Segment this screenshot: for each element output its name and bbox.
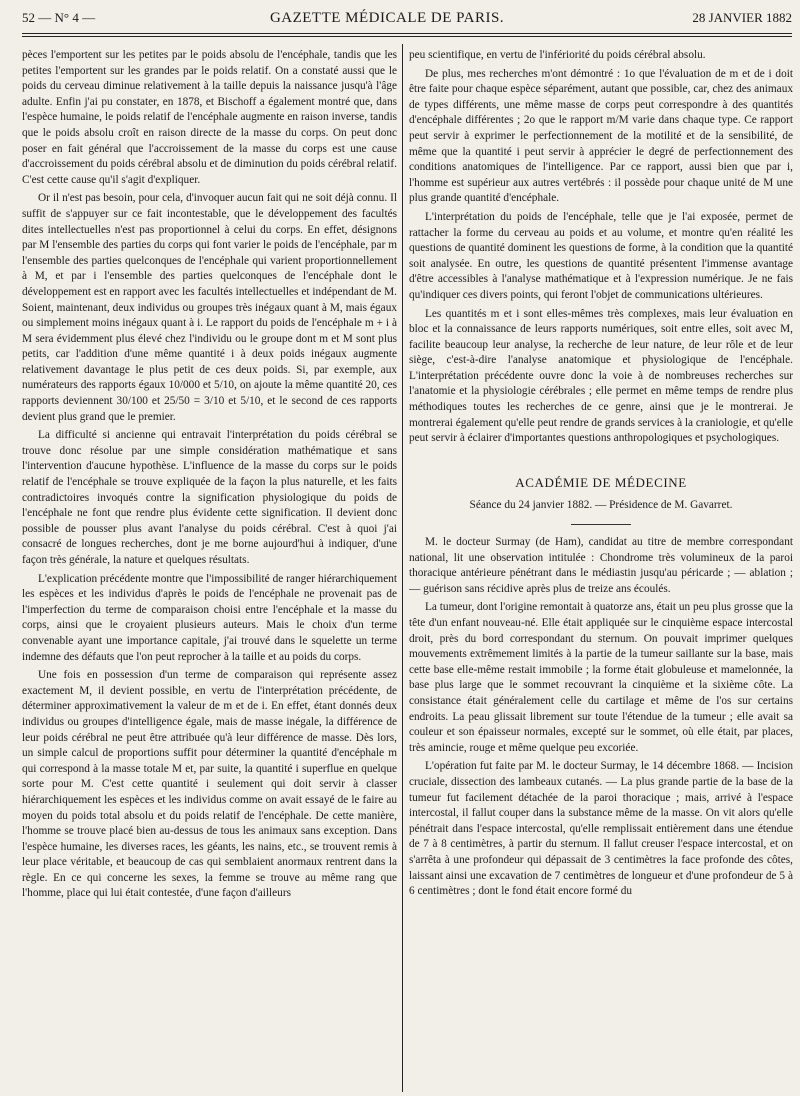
- left-column: [22, 48, 397, 1092]
- paragraph: Les quantités m et i sont elles-mêmes très complexes, mais leur évaluation en bloc et la connaissance de leurs rapports numériques, soit entre elles, soit avec M, facilite beaucoup leur analyse, la recherche de leur nature, de leur rôle et de leur siège, c'est-à-dire l'analyse anatomique et physiologique de l'encéphale. L'interprétation précédente ouvre donc la voie à de nombreuses recherches sur l'anatomie et la physiologie cérébrales ; elle permet en même temps de rendre plus méthodiques toutes les recherches de ce genre, ainsi que je le montrerai. Je montrerai également qu'elle peut rendre de grands services à la craniologie, et qu'elle peut servir à éclairer d'importantes questions anthropologiques et psychologiques.: [409, 307, 793, 445]
- issue-date: 28 JANVIER 1882: [692, 10, 792, 25]
- paragraph: La difficulté si ancienne qui entravait l'interprétation du poids cérébral se trouve donc résolue par une simple considération mathématique et sans l'intervention d'aucune hypothèse. L'influence de la masse du corps sur le poids relatif de l'encéphale se trouve expliquée de la façon la plus naturelle, et les faits contradictoires invoqués contre la signification physiologique du poids de l'encéphale ne font que rendre plus évidente cette signification. Il devient donc possible de pousser plus avant l'analyse du poids cérébral. C'est à quoi j'ai consacré de longues recherches, dont je me borne aujourd'hui à indiquer, d'une façon très générale, la nature et quelques résultats.: [22, 429, 397, 566]
- session-info: Séance du 24 janvier 1882. — Présidence de M. Gavarret.: [469, 499, 733, 512]
- paragraph: Or il n'est pas besoin, pour cela, d'invoquer aucun fait qui ne soit déjà connu. Il suffit de s'appuyer sur ce fait incontestable, que le développement des facultés dites intellectuelles n'est pas proportionnel à celui du corps. En effet, désignons par M l'ensemble des parties du corps qui font varier le poids de l'encéphale, par m l'ensemble des parties quelconques de l'encéphale qui varient proportionnellement à M, et par i l'ensemble des parties quelconques de l'encéphale dont le développement est en rapport avec les facultés intellectuelles et indépendant de M. Soient, maintenant, deux individus ou groupes très inégaux quant à M, mais égaux ou simplement moins inégaux quant à i. Le rapport du poids de l'encéphale m + i à M sera évidemment plus élevé chez l'individu ou le groupe dont m et M sont plus petits, car l'addition d'une même quantité i à deux poids inégaux augmente relativement davantage le plus petit de ces deux poids. Si, par exemple, aux numérateurs des rapports égaux 10/000 et 5/10, on ajoute la même quantité 20, ces rapports deviennent 30/100 et 25/50 = 3/10 et 5/10, et le second de ces rapports devient plus grand que le premier.: [22, 192, 397, 423]
- section-heading: ACADÉMIE DE MÉDECINE: [515, 474, 687, 490]
- paragraph: La tumeur, dont l'origine remontait à quatorze ans, était un peu plus grosse que la tête d'un enfant nouveau-né. Elle était appliquée sur le cinquième espace intercostal droit, près du bord correspondant du sternum. On pouvait imprimer quelques mouvements extrêmement limités à la partie de la tumeur saillante sur la base, mais cette base elle-même restait immobile ; la forme était globuleuse et mamelonnée, la base plus large que le sommet recouvrant la cinquième et la sixième côte. La consistance était généralement celle du cartilage et même de l'os sur certains endroits. La peau glissait librement sur toute l'étendue de la tumeur ; elle avait sa couleur et son épaisseur normales, excepté sur le sommet, où elle était, par places, très amincie, rouge et même quelque peu excoriée.: [409, 601, 793, 754]
- paragraph: L'interprétation du poids de l'encéphale, telle que je l'ai exposée, permet de rattacher la forme du cerveau au poids et au volume, et montre qu'en réalité les questions de quantité dominent les questions de forme, à la condition que la quantité soit analysée. En outre, les questions de quantité présentent l'immense avantage d'être accessibles à l'analyse mathématique et à l'expression numérique. Je ne fais qu'indiquer ces divers points, qui feront l'objet de communications ultérieures.: [409, 210, 793, 301]
- paragraph: Une fois en possession d'un terme de comparaison qui représente assez exactement M, il devient possible, en vertu de l'interprétation précédente, de déterminer approximativement la valeur de m et de i. En effet, étant donnés deux individus ou groupes d'intelligence égale, mais de masse inégale, la différence de leur poids cérébral ne peut être attribuée qu'à leur différence de masse. Dès lors, un simple calcul de proportions suffit pour déterminer la quantité d'encéphale m qui correspond à la masse totale M et, par suite, la quantité i superflue en quelque sorte pour M. C'est cette quantité i seulement qui doit servir à classer hiérarchiquement les espèces et les individus comme on avait essayé de le faire au moyen du poids total absolu et du poids relatif de l'encéphale. De cette manière, l'homme se trouve placé bien au-dessus de tous les animaux sans exception. Dans l'espèce humaine, les diverses races, les géants, les nains, etc., se trouvent remis à leur place véritable, et beaucoup de cas qui semblaient anormaux rentrent dans la règle. En ce qui concerne les sexes, la femme se trouve au même rang que l'homme, place qui lui était contestée, d'une façon d'ailleurs: [22, 669, 397, 900]
- page-header: [22, 10, 792, 32]
- right-column: [409, 48, 793, 1092]
- header-rule: [22, 33, 792, 34]
- paragraph: M. le docteur Surmay (de Ham), candidat au titre de membre correspondant national, lit une observation intitulée : Chondrome très volumineux de la paroi thoracique antérieure pénétrant dans le médiastin jusqu'au péricarde ; — ablation ; — guérison sans récidive après plus de treize ans écoulés.: [409, 536, 793, 595]
- paragraph: De plus, mes recherches m'ont démontré : 1o que l'évaluation de m et de i doit être faite pour chaque espèce séparément, autant que possible, car, chez des animaux de types différents, une même masse de corps peut correspondre à des quantités d'encéphale différentes ; 2o que le rapport m/M varie dans chaque type. Ce rapport peut servir à exprimer le perfectionnement de la motilité et de la sensibilité, de même que la quantité i peut servir à apprécier le degré de perfectionnement des conditions anatomiques de l'intelligence. Par ce rapport, aussi bien que par i, l'homme est supérieur aux autres vertébrés : il possède pour chaque unité de M une plus grande quantité d'encéphale.: [409, 67, 793, 205]
- section-separator: [571, 524, 631, 525]
- paragraph: peu scientifique, en vertu de l'infériorité du poids cérébral absolu.: [409, 49, 706, 61]
- paragraph: L'opération fut faite par M. le docteur Surmay, le 14 décembre 1868. — Incision cruciale, dissection des lambeaux cutanés. — La plus grande partie de la base de la tumeur fut facilement détachée de la paroi thoracique ; mais, arrivé à l'espace intercostal, il fallut couper dans la substance même de la masse. On vit alors qu'elle pénétrait dans l'espace intercostal, qu'elle remplissait entièrement dans une étendue de 7 à 8 centimètres, à partir du sternum. Il fallut creuser l'espace intercostal, et on s'arrêta à une profondeur qui dépassait de 3 centimètres la face profonde des côtes, laissant ainsi une excavation de 7 centimètres de longueur et d'une profondeur de 5 à 6 centimètres ; dont le fond était encore formé du: [409, 760, 793, 898]
- journal-title: GAZETTE MÉDICALE DE PARIS.: [269, 10, 505, 26]
- page-number: 52 — N° 4 —: [22, 10, 96, 25]
- paragraph: pèces l'emportent sur les petites par le poids absolu de l'encéphale, tandis que les petites l'emportent sur les grandes par le poids relatif. On a constaté aussi que le poids du cerveau diminue relativement à la taille depuis la naissance jusqu'à l'âge adulte. Enfin j'ai pu constater, en 1878, et Bischoff a également montré que, dans l'espèce humaine, le poids relatif de l'encéphale augmente en raison inverse, tandis que le poids absolu croît en raison directe de la masse du corps. On peut donc poser en fait général que l'accroissement de la masse du corps est une cause d'accroissement du poids cérébral absolu et de diminution du poids cérébral relatif. C'est cette cause qu'il s'agit d'expliquer.: [22, 49, 397, 186]
- column-divider: [402, 44, 403, 1092]
- header-rule-secondary: [22, 36, 792, 37]
- paragraph: L'explication précédente montre que l'impossibilité de ranger hiérarchiquement les espèces et les individus d'après le poids de l'encéphale ne provenait pas de l'imperfection du terme de comparaison choisi entre l'encéphale et la masse du corps, ainsi que le croyaient plusieurs auteurs. Mais le choix d'un terme convenable ayant une importance capitale, j'ai trouvé dans le squelette un terme indemne des défauts que l'on peut reprocher à la taille et au poids du corps.: [22, 572, 397, 663]
